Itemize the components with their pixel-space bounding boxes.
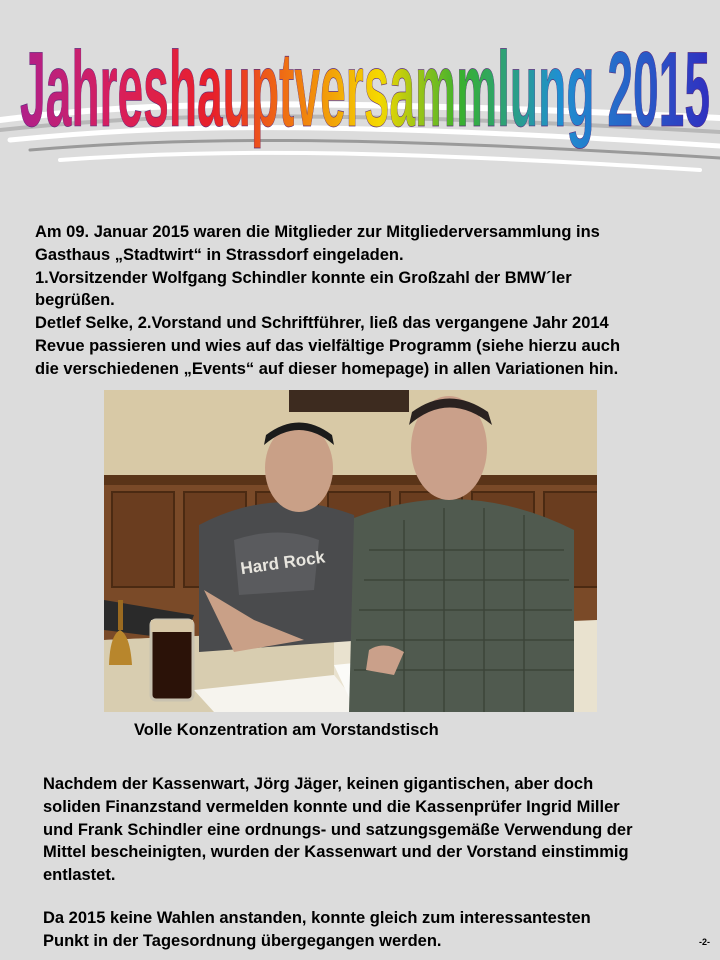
finance-paragraph — [43, 773, 633, 887]
elections-line: Punkt in der Tagesordnung übergegangen werden. — [43, 931, 442, 950]
intro-paragraph — [35, 221, 620, 381]
elections-line: Da 2015 keine Wahlen anstanden, konnte gleich zum interessantesten — [43, 909, 591, 927]
finance-line: entlastet. — [43, 866, 116, 885]
elections-paragraph — [43, 907, 591, 953]
intro-line: die verschiedenen „Events“ auf dieser homepage) in allen Variationen hin. — [35, 359, 619, 378]
finance-line: und Frank Schindler eine ordnungs- und satzungsgemäße Verwendung der — [43, 820, 633, 839]
meeting-photo — [104, 390, 597, 712]
photo-caption: Volle Konzentration am Vorstandstisch — [134, 721, 439, 739]
finance-line: Mittel bescheinigten, wurden der Kassenwart und der Vorstand einstimmig — [43, 843, 629, 862]
intro-line: Revue passieren und wies auf das vielfältige Programm (siehe hierzu auch — [35, 336, 621, 355]
intro-line: Detlef Selke, 2.Vorstand und Schriftführer, ließ das vergangene Jahr 2014 — [35, 314, 609, 333]
beer-glass — [151, 620, 193, 700]
intro-line: begrüßen. — [35, 291, 115, 310]
intro-line: 1.Vorsitzender Wolfgang Schindler konnte ein Großzahl der BMW´ler — [35, 268, 572, 287]
title-text: Jahreshauptversammlung 2015 — [20, 29, 710, 150]
page-title — [0, 0, 720, 175]
meeting-photo-illustration — [104, 390, 597, 712]
title-wordart — [0, 0, 720, 175]
finance-line: soliden Finanzstand vermelden konnte und die Kassenprüfer Ingrid Miller — [43, 797, 620, 816]
finance-line: Nachdem der Kassenwart, Jörg Jäger, keinen gigantischen, aber doch — [43, 775, 594, 793]
intro-line: Gasthaus „Stadtwirt“ in Strassdorf eingeladen. — [35, 245, 404, 264]
shirt-print-text: Hard Rock — [239, 547, 327, 579]
intro-line: Am 09. Januar 2015 waren die Mitglieder zur Mitgliederversammlung ins — [35, 223, 600, 241]
page-number: -2- — [699, 937, 710, 947]
